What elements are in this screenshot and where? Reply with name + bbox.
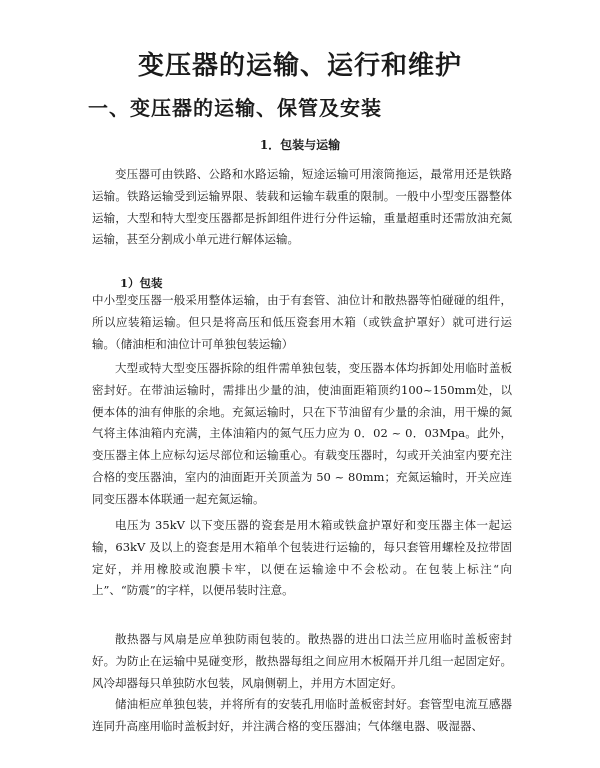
packing-paragraph-5: 储油柜应单独包装，并将所有的安装孔用临时盖板密封好。套管型电流互感器连同升高座用临时盖板封好，并注满合格的变压器油；气体继电器、吸湿器、: [92, 697, 512, 733]
packing-paragraph-4: 散热器与风扇是应单独防雨包装的。散热器的进出口法兰应用临时盖板密封好。为防止在运输中晃碰变形，散热器每组之间应用木板隔开并几组一起固定好。风冷却器每只单独防水包装，风扇侧朝上，并用方木固定好。: [92, 632, 512, 690]
packing-paragraph-2: 大型或特大型变压器拆除的组件需单独包装，变压器本体均拆卸处用临时盖板密封好。在带油运输时，需排出少量的油，使油面距箱顶约100~150mm处，以便本体的油有伸胀的余地。充氮运输时，只在下节油留有少量的余油，用干燥的氮气将主体油箱内充满，主体油箱内的氮气压力应为 0．02 ~ 0．03Mpa。此外，变压器主体上应标勾运尽部位和运输重心。有载变压器时，勾或开关油室内要充注合格的变压器油，室内的油面距开关顶盖为 50 ~ 80mm；充氮运输时，开关应连同变压器本体联通一起充氮运输。: [92, 361, 512, 506]
section-heading: 一、变压器的运输、保管及安装: [88, 96, 382, 120]
subsection-heading: 1．包装与运输: [259, 138, 341, 152]
packing-paragraph-3: 电压为 35kV 以下变压器的瓷套是用木箱或铁盒护罩好和变压器主体一起运输，63kV 及以上的瓷套是用木箱单个包装进行运输的，每只套管用螺栓及拉带固定好，并用橡胶或泡膜卡牢，以便在运输途中不会松动。在包装上标注“向上”、“防震”的字样，以便吊装时注意。: [92, 518, 512, 598]
intro-paragraph: 变压器可由铁路、公路和水路运输，短途运输可用滚筒拖运，最常用还是铁路运输。铁路运输受到运输界限、装载和运输车载重的限制。一般中小型变压器整体运输，大型和特大型变压器都是拆卸组件进行分件运输，重量超重时还需放油充氮运输，甚至分割成小单元进行解体运输。: [92, 167, 512, 247]
document-title: 变压器的运输、运行和维护: [137, 51, 462, 81]
packing-paragraph-1: 中小型变压器一般采用整体运输，由于有套管、油位计和散热器等怕碰碰的组件，所以应装箱运输。但只是将高压和低压瓷套用木箱（或铁盒护罩好）就可进行运输。（储油柜和油位计可单独包装运输）: [92, 293, 512, 351]
packing-heading: 1）包装: [120, 276, 163, 290]
